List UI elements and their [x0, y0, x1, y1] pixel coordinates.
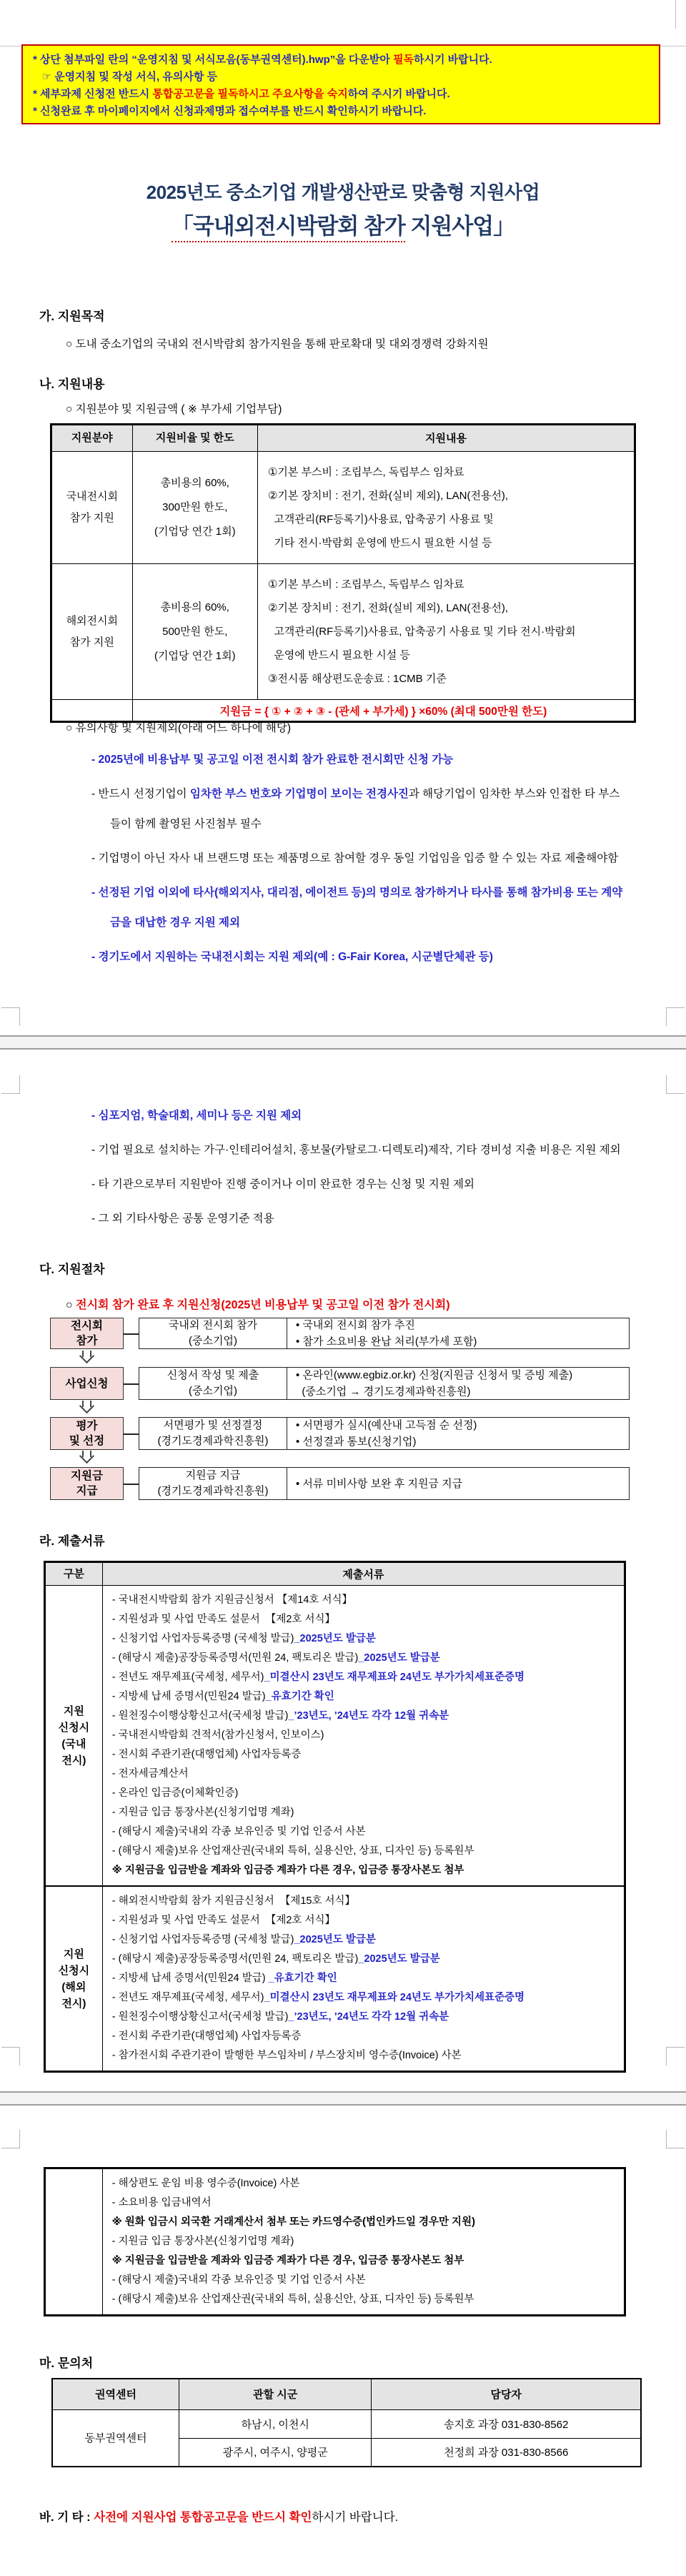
etc-line: 바. 기 타 : 사전에 지원사업 통합공고문을 반드시 확인하시기 바랍니다. [39, 2511, 399, 2524]
program-title [0, 208, 686, 240]
flow-connector [124, 1367, 139, 1400]
doc-line: - 선정된 기업 이외에 타사(해외지사, 대리점, 에이전트 등)의 명의로 참가하거나 타사를 통해 참가비용 또는 계약금을 대납한 경우 지원 제외 [91, 887, 623, 929]
notice-line: * 신청완료 후 마이페이지에서 신청과제명과 접수여부를 반드시 확인하시기 바랍니다. [33, 105, 427, 117]
documents-block-overseas-cont [45, 2168, 625, 2316]
support-limit-cell: 총비용의 60%, 300만원 한도, (기업당 연간 1회) [132, 452, 257, 564]
doc-line: - 지방세 납세 증명서(민원24 발급)_유효기간 확인 [111, 1691, 334, 1702]
doc-line: - 해상편도 운임 비용 영수증(Invoice) 사본 [111, 2178, 300, 2189]
main-title: 2025년도 중소기업 개발생산판로 맞춤형 지원사업 [146, 182, 540, 203]
doc-line: - 지원금 입금 통장사본(신청기업명 계좌) [111, 2236, 294, 2247]
doc-line: - (해당시 제출)공장등록증명서(민원 24, 팩토리온 발급)_2025년도 발급분 [111, 1652, 440, 1664]
procedure-heading: ○ 전시회 참가 완료 후 지원신청(2025년 비용납부 및 공고일 이전 참가 전시회) [66, 1299, 450, 1311]
contact-region: 광주시, 여주시, 양평군 [179, 2438, 372, 2467]
doc-line: - (해당시 제출)보유 산업재산권(국내외 특허, 실용신안, 상표, 디자인 등) 등록원부 [111, 2294, 474, 2305]
support-limit-cell: 총비용의 60%, 500만원 한도, (기업당 연간 1회) [132, 564, 257, 700]
contact-row [52, 2409, 641, 2438]
flow-connector [124, 1417, 139, 1450]
notice-box [21, 44, 660, 124]
flow-step-middle: 지원금 지급 (경기도경제과학진흥원) [139, 1468, 287, 1499]
flow-step-body [139, 1417, 630, 1450]
col-header-person: 담당자 [372, 2379, 641, 2409]
flow-step-4 [50, 1467, 630, 1500]
page-2 [0, 1050, 686, 2091]
page-1 [0, 0, 686, 1035]
col-header-limit: 지원비율 및 한도 [132, 425, 257, 452]
margin-tick [675, 0, 676, 29]
doc-line: - 전년도 재무제표(국세청, 세무서)_미결산시 23년도 재무제표와 24년도 부가가치세표준증명 [111, 1672, 525, 1683]
flow-step-label: 사업신청 [50, 1367, 124, 1400]
support-row-overseas [51, 564, 635, 700]
doc-line: - 온라인 입금증(이체확인증) [111, 1787, 239, 1799]
doc-line: - (해당시 제출)국내외 각종 보유인증 및 기업 인증서 사본 [111, 2274, 366, 2286]
doc-line: - 지원성과 및 사업 만족도 설문서 【제2호 서식】 [111, 1614, 335, 1625]
support-content-cell: ①기본 부스비 : 조립부스, 독립부스 임차료 ②기본 장치비 : 전기, 전화(실비 제외), LAN(전용선), 고객관리(RF등록기)사용료, 압축공기 사용료 및 기타 전시·박람회 운영에 반드시 필요한 시설 등 [257, 452, 635, 564]
col-header-region: 관할 시군 [179, 2379, 372, 2409]
flow-step-middle: 서면평가 및 선정결정 (경기도경제과학진흥원) [139, 1418, 287, 1449]
documents-block-label: 지원 신청시 (해외 전시) [45, 1886, 103, 2072]
doc-line: - 2025년에 비용납부 및 공고일 이전 전시회 참가 완료한 전시회만 신청 가능 [91, 754, 454, 766]
section-heading-content: 나. 지원내용 [39, 377, 105, 391]
contact-person: 천정희 과장 031-830-8566 [372, 2438, 641, 2467]
contact-table-header [52, 2379, 641, 2409]
doc-line: - 지원금 입금 통장사본(신청기업명 계좌) [111, 1807, 294, 1818]
col-header-category: 구분 [45, 1562, 103, 1586]
contact-table [51, 2378, 642, 2467]
corner-mark [1, 1075, 20, 1094]
doc-line: - 경기도에서 지원하는 국내전시회는 지원 제외(예 : G-Fair Korea, 시군별단체관 등) [91, 951, 493, 963]
section-heading-documents: 라. 제출서류 [39, 1534, 105, 1548]
doc-line: - 그 외 기타사항은 공통 운영기준 적용 [91, 1213, 274, 1225]
purpose-bullet: ○ 도내 중소기업의 국내외 전시박람회 참가지원을 통해 판로확대 및 대외경쟁력 강화지원 [66, 338, 489, 350]
doc-line: - 타 기관으로부터 지원받아 진행 중이거나 이미 완료한 경우는 신청 및 지원 제외 [91, 1178, 474, 1190]
support-content-cell: ①기본 부스비 : 조립부스, 독립부스 임차료 ②기본 장치비 : 전기, 전화(실비 제외), LAN(전용선), 고객관리(RF등록기)사용료, 압축공기 사용료 및 기타 전시·박람회 운영에 반드시 필요한 시설 등 ③전시품 해상편도운송료 : 1CMB 기준 [257, 564, 635, 700]
flow-step-label: 전시회 참가 [50, 1318, 124, 1349]
documents-block-domestic [45, 1586, 625, 1887]
down-arrow-icon [76, 1351, 97, 1361]
corner-mark [1, 2047, 20, 2066]
flow-step-detail: • 온라인(www.egbiz.or.kr) 신청(지원금 신청서 및 증빙 제출) (중소기업 → 경기도경제과학진흥원) [296, 1369, 573, 1398]
flow-step-2 [50, 1367, 630, 1400]
corner-mark [666, 2130, 685, 2148]
flow-step-middle: 신청서 작성 및 제출 (중소기업) [139, 1368, 287, 1399]
doc-line: ※ 원화 입금시 외국환 거래계산서 첨부 또는 카드영수증(법인카드일 경우만 지원) [111, 2216, 475, 2228]
documents-block-items [102, 1886, 625, 2072]
section-heading-procedure: 다. 지원절차 [39, 1263, 105, 1276]
support-amount-note: ○ 지원분야 및 지원금액 ( ※ 부가세 기업부담) [66, 403, 282, 415]
corner-mark [666, 2047, 685, 2066]
documents-block-label-empty [45, 2168, 103, 2316]
flow-step-1 [50, 1318, 630, 1349]
program-title-underlined: 「국내외전시박람회 참가 [172, 214, 405, 242]
doc-line: - 원천징수이행상황신고서(국세청 발급)_’23년도, ’24년도 각각 12월 귀속분 [111, 1710, 449, 1722]
doc-line: - 국내전시박람회 참가 지원금신청서 【제14호 서식】 [111, 1594, 352, 1606]
doc-line: - 소요비용 입금내역서 [111, 2197, 212, 2209]
doc-line: - 심포지엄, 학술대회, 세미나 등은 지원 제외 [91, 1110, 302, 1122]
flow-step-body [139, 1467, 630, 1500]
col-header-content: 지원내용 [257, 425, 635, 452]
flow-connector [124, 1467, 139, 1500]
doc-line: - 참가전시회 주관기관이 발행한 부스임차비 / 부스장치비 영수증(Invoice) 사본 [111, 2050, 462, 2061]
flow-step-body [139, 1318, 630, 1349]
doc-line: - 기업 필요로 설치하는 가구·인테리어설치, 홍보물(카탈로그·디렉토리)제작, 기타 경비성 지출 비용은 지원 제외 [91, 1144, 621, 1156]
doc-line: - (해당시 제출)국내외 각종 보유인증 및 기업 인증서 사본 [111, 1826, 366, 1837]
section-heading-purpose: 가. 지원목적 [39, 310, 105, 323]
contact-center-name: 동부권역센터 [52, 2409, 179, 2467]
notice-line: ☞ 운영지침 및 작성 서식, 유의사항 등 [33, 71, 217, 83]
down-arrow-icon [76, 1451, 97, 1461]
doc-line: - 지원성과 및 사업 만족도 설문서 【제2호 서식】 [111, 1915, 335, 1926]
notes-heading: ○ 유의사항 및 지원제외(아래 어느 하나에 해당) [66, 722, 292, 734]
support-row-domestic [51, 452, 635, 564]
support-formula-spacer [51, 700, 133, 722]
flow-step-body [139, 1367, 630, 1400]
program-title-rest: 지원사업」 [404, 214, 515, 239]
support-table-header [51, 425, 635, 452]
doc-line: - 해외전시박람회 참가 지원금신청서 【제15호 서식】 [111, 1895, 356, 1907]
flow-step-middle: 국내외 전시회 참가 (중소기업) [139, 1318, 287, 1348]
documents-table [44, 1561, 626, 2073]
doc-line: - (해당시 제출)보유 산업재산권(국내외 특허, 실용신안, 상표, 디자인 등) 등록원부 [111, 1845, 474, 1857]
support-formula: 지원금 = { ① + ② + ③ - (관세 + 부가세) } ×60% (최대 500만원 한도) [132, 700, 635, 722]
doc-line: - 지방세 납세 증명서(민원24 발급) _유효기간 확인 [111, 1973, 337, 1984]
doc-line: - 신청기업 사업자등록증명 (국세청 발급)_2025년도 발급분 [111, 1934, 376, 1945]
doc-line: - 전년도 재무제표(국세청, 세무서)_미결산시 23년도 재무제표와 24년도 부가가치세표준증명 [111, 1992, 525, 2003]
notice-line: * 세부과제 신청전 반드시 통합공고문을 필독하시고 주요사항을 숙지하여 주시기 바랍니다. [33, 88, 450, 100]
down-arrow-icon [76, 1401, 97, 1411]
doc-line: - 전자세금계산서 [111, 1768, 189, 1780]
doc-line: - 신청기업 사업자등록증명 (국세청 발급)_2025년도 발급분 [111, 1633, 376, 1644]
col-header-center: 권역센터 [52, 2379, 179, 2409]
corner-mark [666, 1007, 685, 1026]
flow-step-3 [50, 1417, 630, 1450]
documents-block-items [102, 2168, 625, 2316]
notes-list-page2 [91, 1101, 626, 1238]
corner-mark [1, 1007, 20, 1026]
notes-list-page1 [91, 745, 626, 977]
page-break-band [0, 1035, 686, 1050]
flow-step-detail: • 서면평가 실시(예산내 고득점 순 선정) • 선정결과 통보(신청기업) [296, 1419, 477, 1448]
doc-line: - 전시회 주관기관(대행업체) 사업자등록증 [111, 2030, 302, 2042]
doc-line: - 국내전시박람회 견적서(참가신청서, 인보이스) [111, 1729, 324, 1741]
contact-person: 송지호 과장 031-830-8562 [372, 2409, 641, 2438]
support-field-cell: 해외전시회 참가 지원 [51, 564, 133, 700]
doc-line: - 기업명이 아닌 자사 내 브랜드명 또는 제품명으로 참여할 경우 동일 기업임을 입증 할 수 있는 자료 제출해야함 [91, 852, 619, 864]
doc-line: ※ 지원금을 입금받을 계좌와 입금증 계좌가 다른 경우, 입금증 통장사본도 첨부 [111, 1865, 464, 1876]
documents-block-label: 지원 신청시 (국내 전시) [45, 1586, 103, 1887]
doc-line: - (해당시 제출)공장등록증명서(민원 24, 팩토리온 발급)_2025년도 발급분 [111, 1953, 440, 1965]
contact-region: 하남시, 이천시 [179, 2409, 372, 2438]
support-field-cell: 국내전시회 참가 지원 [51, 452, 133, 564]
documents-table-continued [44, 2167, 626, 2316]
support-table [50, 423, 636, 723]
page-3 [0, 2106, 686, 2576]
doc-line: ※ 지원금을 입금받을 계좌와 입금증 계좌가 다른 경우, 입금증 통장사본도 첨부 [111, 2255, 464, 2266]
col-header-field: 지원분야 [51, 425, 133, 452]
section-heading-contact: 마. 문의처 [39, 2357, 94, 2370]
documents-table-header [45, 1562, 625, 1586]
flow-step-label: 지원금 지급 [50, 1467, 124, 1500]
documents-block-items [102, 1586, 625, 1887]
flow-step-detail: • 국내외 전시회 참가 추진 • 참가 소요비용 완납 처리(부가세 포함) [296, 1319, 477, 1348]
flow-step-detail: • 서류 미비사항 보완 후 지원금 지급 [296, 1477, 463, 1490]
corner-mark [666, 1075, 685, 1094]
doc-line: - 반드시 선정기업이 임차한 부스 번호와 기업명이 보이는 전경사진과 해당기업이 임차한 부스와 인접한 타 부스들이 함께 촬영된 사진첨부 필수 [91, 788, 620, 830]
support-formula-row [51, 700, 635, 722]
documents-block-overseas [45, 1886, 625, 2072]
col-header-documents: 제출서류 [102, 1562, 625, 1586]
notice-line: * 상단 첨부파일 란의 “운영지침 및 서식모음(동부권역센터).hwp”을 다운받아 필독하시기 바랍니다. [33, 54, 492, 66]
doc-line: - 원천징수이행상황신고서(국세청 발급)_’23년도, ’24년도 각각 12월 귀속분 [111, 2011, 449, 2023]
flow-step-label: 평가 및 선정 [50, 1417, 124, 1450]
flow-connector [124, 1318, 139, 1349]
doc-line: - 전시회 주관기관(대행업체) 사업자등록증 [111, 1749, 302, 1760]
page-break-band [0, 2091, 686, 2106]
corner-mark [1, 2130, 20, 2148]
